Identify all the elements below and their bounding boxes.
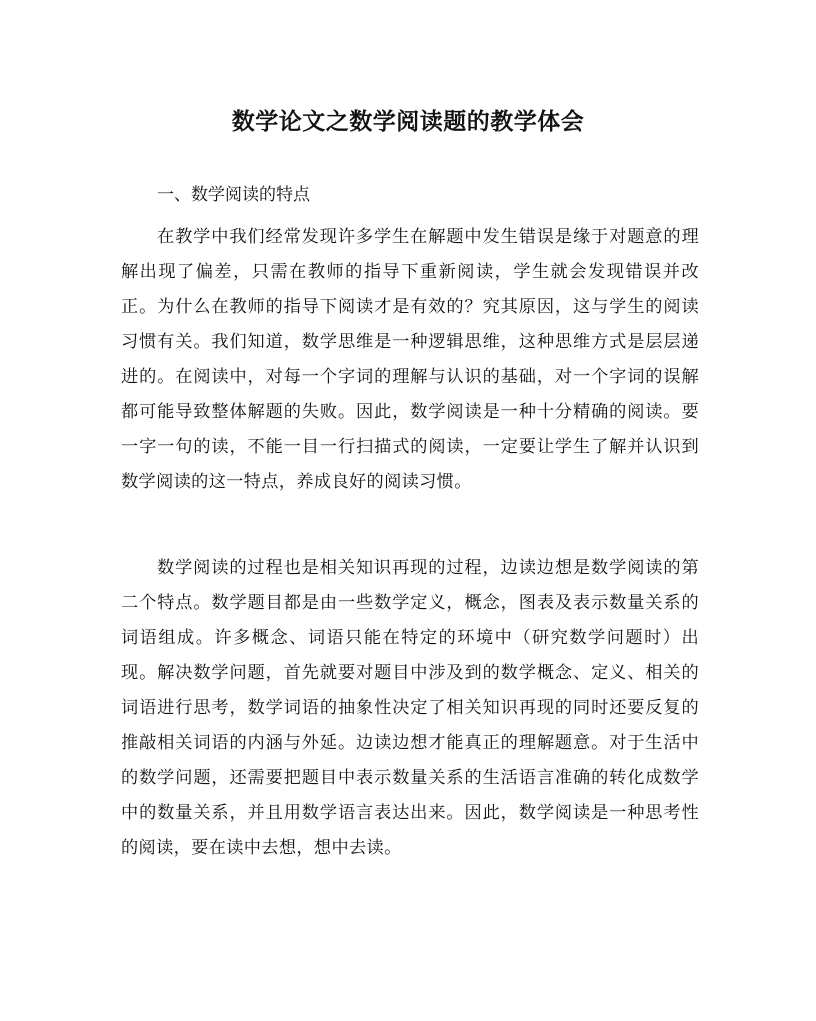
document-title: 数学论文之数学阅读题的教学体会 (231, 108, 585, 135)
body-paragraph-2: 数学阅读的过程也是相关知识再现的过程，边读边想是数学阅读的第二个特点。数学题目都是由一些数学定义，概念，图表及表示数量关系的词语组成。许多概念、词语只能在特定的环境中（研究数学问题时）出现。解决数学问题，首先就要对题目中涉及到的数学概念、定义、相关的词语进行思考，数学词语的抽象性决定了相关知识再现的同时还要反复的推敲相关词语的内涵与外延。边读边想才能真正的理解题意。对于生活中的数学问题，还需要把题目中表示数量关系的生活语言准确的转化成数学中的数量关系，并且用数学语言表达出来。因此，数学阅读是一种思考性的阅读，要在读中去想，想中去读。 (121, 558, 699, 858)
section-heading: 一、数学阅读的特点 (157, 185, 310, 205)
body-paragraph-1: 在教学中我们经常发现许多学生在解题中发生错误是缘于对题意的理解出现了偏差，只需在教师的指导下重新阅读，学生就会发现错误并改正。为什么在教师的指导下阅读才是有效的？究其原因，这与学生的阅读习惯有关。我们知道，数学思维是一种逻辑思维，这种思维方式是层层递进的。在阅读中，对每一个字词的理解与认识的基础，对一个字词的误解都可能导致整体解题的失败。因此，数学阅读是一种十分精确的阅读。要一字一句的读，不能一目一行扫描式的阅读，一定要让学生了解并认识到数学阅读的这一特点，养成良好的阅读习惯。 (121, 227, 699, 492)
